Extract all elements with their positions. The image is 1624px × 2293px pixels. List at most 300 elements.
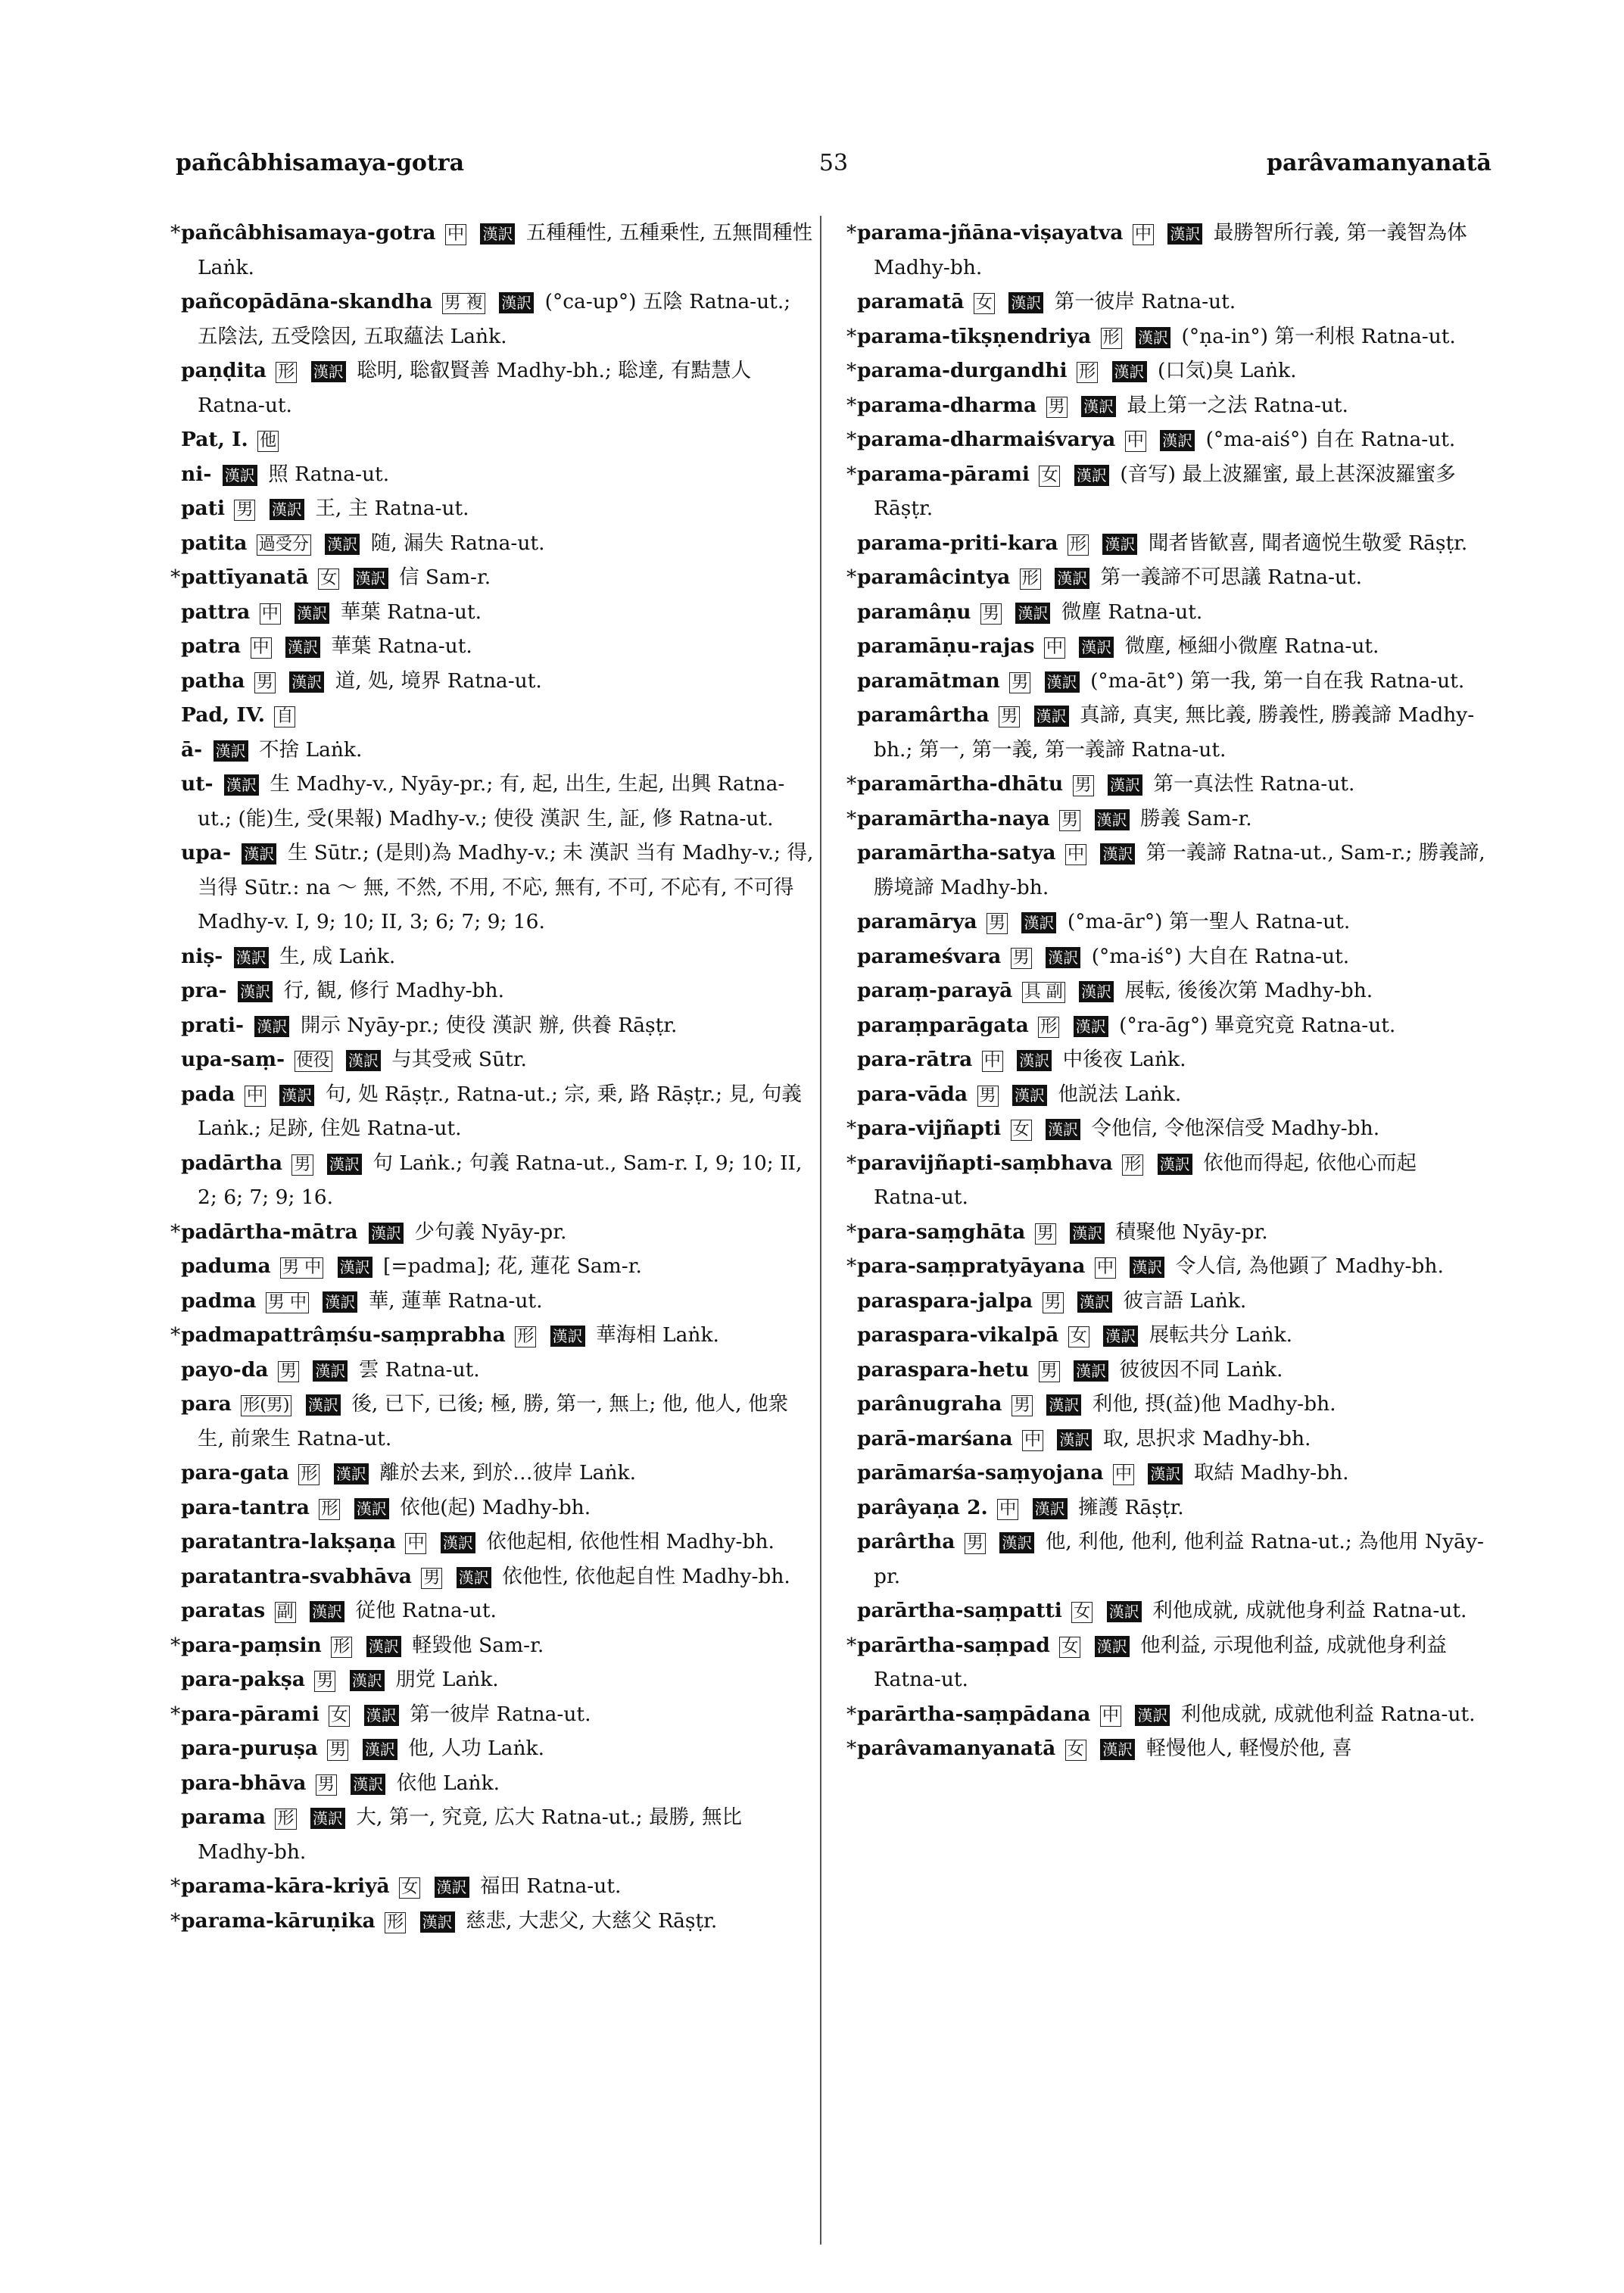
grammar-label: 中 <box>260 603 281 625</box>
entry-star-marker: * <box>846 1254 857 1278</box>
entry-definition: 後, 已下, 已後; 極, 勝, 第一, 無上; 他, 他人, 他衆生, 前衆生 Ratna-ut. <box>198 1392 788 1450</box>
dictionary-entry <box>846 1008 1490 1043</box>
entry-definition: 依他 Laṅk. <box>396 1771 500 1795</box>
grammar-label: 男 複 <box>442 293 485 314</box>
entry-definition: 取, 思択求 Madhy-bh. <box>1102 1426 1311 1450</box>
dictionary-entry <box>170 1697 814 1732</box>
translation-marker: 漢訳 <box>1108 774 1142 796</box>
translation-marker: 漢訳 <box>310 1601 344 1622</box>
entry-definition: 第一真法性 Ratna-ut. <box>1153 772 1355 796</box>
translation-marker: 漢訳 <box>1045 671 1080 693</box>
entry-headword: para <box>181 1392 232 1416</box>
grammar-label: 中 <box>997 1499 1018 1520</box>
dictionary-entry <box>170 1318 814 1353</box>
entry-definition: 令人信, 為他顕了 Madhy-bh. <box>1175 1254 1444 1278</box>
dictionary-entry <box>170 629 814 664</box>
translation-marker: 漢訳 <box>1034 706 1069 727</box>
translation-marker: 漢訳 <box>254 1016 289 1037</box>
entry-headword: para-bhāva <box>181 1771 307 1795</box>
translation-marker: 漢訳 <box>1046 1119 1080 1140</box>
translation-marker: 漢訳 <box>366 1636 401 1657</box>
dictionary-entry <box>846 1697 1490 1732</box>
entry-definition: 擁護 Rāṣṭr. <box>1078 1495 1184 1519</box>
entry-star-marker: * <box>846 1702 857 1726</box>
entry-headword: para-rātra <box>857 1048 973 1071</box>
entry-headword: paraṃ-parayā <box>857 979 1013 1002</box>
translation-marker: 漢訳 <box>295 603 329 624</box>
entry-headword: paramāṇu-rajas <box>857 634 1035 658</box>
page-header <box>176 150 1492 192</box>
entry-headword: parā-marśana <box>857 1426 1013 1450</box>
dictionary-entry <box>846 595 1490 630</box>
dictionary-entry <box>170 1215 814 1250</box>
entry-headword: pañcopādāna-skandha <box>181 290 433 313</box>
running-head-right: parâvamanyanatā <box>1267 150 1492 176</box>
translation-marker: 漢訳 <box>1148 1463 1183 1485</box>
dictionary-entry <box>846 560 1490 595</box>
entry-definition: (°ca-up°) 五陰 Ratna-ut.; 五陰法, 五受陰因, 五取蘊法 Laṅk. <box>198 290 791 348</box>
dictionary-entry <box>170 1559 814 1594</box>
dictionary-entry <box>170 836 814 939</box>
translation-marker: 漢訳 <box>224 774 259 796</box>
dictionary-entry <box>170 1491 814 1525</box>
entry-star-marker: * <box>170 1874 181 1898</box>
entry-headword: para-paṃsin <box>181 1633 322 1657</box>
translation-marker: 漢訳 <box>323 1291 357 1313</box>
entry-headword: para-pārami <box>181 1702 320 1726</box>
entry-headword: Pat, I. <box>181 428 248 451</box>
translation-marker: 漢訳 <box>214 740 248 762</box>
entry-definition: 利他, 摂(益)他 Madhy-bh. <box>1092 1392 1336 1416</box>
translation-marker: 漢訳 <box>1079 981 1114 1002</box>
entry-headword: paduma <box>181 1254 271 1278</box>
dictionary-entry <box>170 595 814 630</box>
grammar-label: 男 <box>254 672 276 693</box>
grammar-label: 形 <box>275 1809 296 1830</box>
entry-headword: pattīyanatā <box>181 565 309 589</box>
entry-headword: parārtha-saṃpādana <box>857 1702 1091 1726</box>
dictionary-entry <box>846 836 1490 905</box>
entry-star-marker: * <box>846 462 857 486</box>
entry-definition: 離於去来, 到於…彼岸 Laṅk. <box>379 1461 636 1485</box>
entry-headword: parârtha <box>857 1530 955 1553</box>
entry-headword: paratantra-lakṣaṇa <box>181 1530 397 1553</box>
entry-headword: paraspara-jalpa <box>857 1288 1033 1313</box>
dictionary-entry <box>170 1525 814 1559</box>
entry-headword: paramārtha-satya <box>857 841 1056 865</box>
dictionary-entry <box>170 1594 814 1628</box>
dictionary-entry <box>170 733 814 768</box>
dictionary-entry <box>170 1249 814 1284</box>
entry-definition: 王, 主 Ratna-ut. <box>315 497 469 520</box>
grammar-label: 男 <box>291 1154 313 1176</box>
entry-star-marker: * <box>846 806 857 830</box>
grammar-label: 中 <box>1044 637 1065 659</box>
entry-definition: 第一義諦 Ratna-ut., Sam-r.; 勝義諦, 勝境諦 Madhy-bh. <box>874 841 1485 899</box>
entry-headword: paraspara-vikalpā <box>857 1323 1059 1347</box>
translation-marker: 漢訳 <box>457 1567 491 1588</box>
entry-headword: parama <box>181 1805 267 1829</box>
translation-marker: 漢訳 <box>480 223 515 245</box>
dictionary-entry <box>170 1008 814 1043</box>
entry-definition: 取結 Madhy-bh. <box>1193 1461 1349 1485</box>
entry-definition: 与其受戒 Sūtr. <box>391 1048 527 1071</box>
grammar-label: 男 <box>278 1361 299 1382</box>
entry-definition: 聡明, 聡叡賢善 Madhy-bh.; 聡達, 有黠慧人 Ratna-ut. <box>198 359 752 417</box>
grammar-label: 中 <box>251 637 272 659</box>
translation-marker: 漢訳 <box>1055 568 1089 589</box>
entry-definition: (°ṇa-in°) 第一利根 Ratna-ut. <box>1181 324 1456 348</box>
entry-definition: 軽慢他人, 軽慢於他, 喜 <box>1146 1737 1352 1760</box>
entry-definition: 大, 第一, 究竟, 広大 Ratna-ut.; 最勝, 無比 Madhy-bh. <box>198 1805 743 1864</box>
dictionary-entry <box>846 1111 1490 1146</box>
translation-marker: 漢訳 <box>270 499 304 520</box>
entry-headword: paramārya <box>857 910 977 933</box>
entry-definition: (°ra-āg°) 畢竟究竟 Ratna-ut. <box>1119 1013 1396 1037</box>
dictionary-entry <box>846 802 1490 837</box>
entry-definition: 従他 Ratna-ut. <box>355 1599 497 1622</box>
entry-star-marker: * <box>846 565 857 589</box>
entry-definition: 生 Sūtr.; (是則)為 Madhy-v.; 未 漢訳 当有 Madhy-v.; 得, 当得 Sūtr.: na ～ 無, 不然, 不用, 不応, 無有, 不可, 不応有, 不可得 Madhy-v. I, 9; 10; II, 3; 6; 7; 9; 16. <box>198 841 814 933</box>
translation-marker: 漢訳 <box>1074 465 1109 486</box>
entry-headword: paravijñapti-saṃbhava <box>857 1151 1113 1175</box>
dictionary-entry <box>170 1353 814 1388</box>
entry-star-marker: * <box>170 1220 181 1244</box>
entry-headword: padārtha-mātra <box>181 1220 358 1244</box>
dictionary-entry <box>846 629 1490 664</box>
translation-marker: 漢訳 <box>242 843 276 865</box>
translation-marker: 漢訳 <box>338 1257 372 1278</box>
entry-definition: 第一彼岸 Ratna-ut. <box>1054 290 1236 313</box>
translation-marker: 漢訳 <box>346 1050 381 1071</box>
entry-definition: 中後夜 Laṅk. <box>1062 1048 1186 1071</box>
dictionary-entry <box>846 905 1490 939</box>
translation-marker: 漢訳 <box>1158 1154 1192 1175</box>
dictionary-entry <box>170 939 814 974</box>
translation-marker: 漢訳 <box>1046 1394 1081 1416</box>
running-head-left: pañcâbhisamaya-gotra <box>176 150 465 176</box>
grammar-label: 形 <box>298 1464 320 1485</box>
translation-marker: 漢訳 <box>350 1670 385 1691</box>
entry-star-marker: * <box>846 428 857 451</box>
grammar-label: 形 <box>1101 328 1122 349</box>
entry-definition: 真諦, 真実, 無比義, 勝義性, 勝義諦 Madhy-bh.; 第一, 第一義, 第一義諦 Ratna-ut. <box>874 703 1475 762</box>
translation-marker: 漢訳 <box>1046 947 1080 968</box>
entry-headword: para-tantra <box>181 1495 310 1519</box>
translation-marker: 漢訳 <box>1012 1085 1047 1106</box>
translation-marker: 漢訳 <box>325 534 360 555</box>
grammar-label: 形 <box>1020 569 1041 590</box>
entry-headword: pattra <box>181 600 251 624</box>
translation-marker: 漢訳 <box>1167 223 1202 245</box>
entry-definition: 微塵, 極細小微塵 Ratna-ut. <box>1124 634 1379 658</box>
entry-headword: parama-kāra-kriyā <box>181 1874 390 1898</box>
translation-marker: 漢訳 <box>1100 843 1135 865</box>
entry-headword: parama-durgandhi <box>857 359 1068 382</box>
entry-definition: 勝義 Sam-r. <box>1140 806 1252 830</box>
entry-star-marker: * <box>170 1908 181 1933</box>
translation-marker: 漢訳 <box>1077 1291 1112 1313</box>
dictionary-entry <box>170 1800 814 1869</box>
grammar-label: 中 <box>1133 224 1154 245</box>
dictionary-entry <box>170 1662 814 1697</box>
entry-star-marker: * <box>170 1633 181 1657</box>
dictionary-entry <box>846 1353 1490 1388</box>
translation-marker: 漢訳 <box>435 1877 469 1898</box>
translation-marker: 漢訳 <box>499 292 534 313</box>
translation-marker: 漢訳 <box>279 1085 314 1106</box>
entry-headword: paṇḍita <box>181 359 267 382</box>
entry-star-marker: * <box>170 1323 181 1347</box>
entry-headword: paramâcintya <box>857 565 1011 589</box>
entry-headword: para-saṃghāta <box>857 1220 1026 1244</box>
translation-marker: 漢訳 <box>1074 1016 1108 1037</box>
entry-star-marker: * <box>846 772 857 796</box>
entry-definition: 他利益, 示現他利益, 成就他身利益 Ratna-ut. <box>874 1633 1447 1691</box>
translation-marker: 漢訳 <box>313 1360 348 1382</box>
translation-marker: 漢訳 <box>334 1463 369 1485</box>
entry-star-marker: * <box>846 324 857 348</box>
dictionary-entry <box>170 1766 814 1801</box>
entry-headword: Pad, IV. <box>181 703 265 727</box>
dictionary-entry <box>846 1525 1490 1594</box>
entry-definition: 生, 成 Laṅk. <box>279 944 396 968</box>
entry-definition: 積聚他 Nyāy-pr. <box>1115 1220 1268 1244</box>
dictionary-entry <box>846 319 1490 354</box>
dictionary-entry <box>846 1215 1490 1250</box>
dictionary-entry <box>846 422 1490 457</box>
grammar-label: 男 中 <box>266 1292 309 1313</box>
grammar-label: 男 <box>1011 1395 1033 1416</box>
grammar-label: 女 <box>1059 1637 1080 1658</box>
grammar-label: 男 <box>977 1086 999 1107</box>
entry-headword: padma <box>181 1288 257 1313</box>
entry-headword: paramâṇu <box>857 600 971 624</box>
translation-marker: 漢訳 <box>1135 1705 1170 1726</box>
dictionary-entry <box>846 1491 1490 1525</box>
translation-marker: 漢訳 <box>1100 1739 1135 1760</box>
entry-headword: ā- <box>181 737 203 762</box>
translation-marker: 漢訳 <box>364 1705 399 1726</box>
entry-headword: prati- <box>181 1013 244 1037</box>
entry-headword: para-vāda <box>857 1082 968 1106</box>
entry-headword: paramatā <box>857 290 965 313</box>
dictionary-entry <box>846 1628 1490 1697</box>
grammar-label: 女 <box>974 293 995 314</box>
dictionary-entry <box>170 1146 814 1215</box>
page-number: 53 <box>818 150 849 176</box>
entry-star-marker: * <box>846 1633 857 1657</box>
translation-marker: 漢訳 <box>1079 637 1114 658</box>
entry-definition: (口気)臭 Laṅk. <box>1157 359 1297 382</box>
dictionary-entry <box>846 526 1490 561</box>
grammar-label: 中 <box>1065 844 1086 865</box>
entry-headword: para-gata <box>181 1461 289 1485</box>
entry-headword: parama-priti-kara <box>857 531 1058 555</box>
entry-headword: pati <box>181 497 226 520</box>
dictionary-entry <box>846 1456 1490 1491</box>
entry-definition: 道, 処, 境界 Ratna-ut. <box>335 668 542 693</box>
dictionary-entry <box>170 1387 814 1456</box>
dictionary-entry <box>846 974 1490 1008</box>
grammar-label: 中 <box>1095 1257 1116 1279</box>
entry-star-marker: * <box>846 1220 857 1244</box>
right-column <box>846 216 1490 1766</box>
grammar-label: 男 <box>1073 775 1094 796</box>
entry-definition: 生 Madhy-v., Nyāy-pr.; 有, 起, 出生, 生起, 出興 Ratna-ut.; (能)生, 受(果報) Madhy-v.; 使役 漢訳 生, 証, 修 Ratna-ut. <box>198 772 785 830</box>
entry-headword: para-pakṣa <box>181 1668 305 1691</box>
grammar-label: 男 <box>980 603 1002 625</box>
translation-marker: 漢訳 <box>420 1911 455 1933</box>
dictionary-entry <box>846 1318 1490 1353</box>
entry-definition: (°ma-aiś°) 自在 Ratna-ut. <box>1205 428 1456 451</box>
entry-headword: parâyaṇa 2. <box>857 1495 988 1519</box>
entry-definition: 華海相 Laṅk. <box>596 1323 719 1347</box>
entry-star-marker: * <box>846 1737 857 1760</box>
entry-definition: 彼言語 Laṅk. <box>1123 1288 1247 1313</box>
dictionary-entry <box>846 1042 1490 1077</box>
dictionary-entry <box>846 664 1490 699</box>
dictionary-entry <box>170 354 814 422</box>
entry-headword: para-puruṣa <box>181 1737 318 1760</box>
dictionary-entry <box>846 457 1490 526</box>
entry-definition: 雲 Ratna-ut. <box>358 1357 480 1382</box>
translation-marker: 漢訳 <box>354 1498 389 1519</box>
entry-definition: 慈悲, 大悲父, 大慈父 Rāṣṭr. <box>466 1908 718 1933</box>
entry-definition: 利他成就, 成就他利益 Ratna-ut. <box>1180 1702 1476 1726</box>
grammar-label: 女 <box>1065 1740 1086 1761</box>
entry-headword: parameśvara <box>857 944 1002 968</box>
entry-headword: parama-dharma <box>857 393 1037 417</box>
entry-star-marker: * <box>170 1702 181 1726</box>
left-column <box>170 216 814 1938</box>
translation-marker: 漢訳 <box>1070 1223 1105 1244</box>
dictionary-entry <box>170 664 814 699</box>
entry-definition: 微塵 Ratna-ut. <box>1061 600 1203 624</box>
dictionary-entry <box>846 216 1490 285</box>
dictionary-entry <box>170 767 814 836</box>
entry-headword: paramārtha-dhātu <box>857 772 1064 796</box>
grammar-label: 中 <box>1022 1430 1043 1451</box>
entry-star-marker: * <box>846 1117 857 1140</box>
entry-definition: 依他起相, 依他性相 Madhy-bh. <box>486 1530 775 1553</box>
entry-definition: 句 Laṅk.; 句義 Ratna-ut., Sam-r. I, 9; 10; II, 2; 6; 7; 9; 16. <box>198 1151 803 1209</box>
grammar-label: 中 <box>445 224 466 245</box>
entry-headword: parânugraha <box>857 1392 1002 1416</box>
dictionary-entry <box>170 285 814 354</box>
translation-marker: 漢訳 <box>1033 1498 1068 1519</box>
entry-headword: parama-dharmaiśvarya <box>857 428 1116 451</box>
column-divider <box>820 216 821 2245</box>
grammar-label: 男 <box>1039 1361 1060 1382</box>
entry-headword: parama-tīkṣṇendriya <box>857 324 1092 348</box>
translation-marker: 漢訳 <box>223 465 257 486</box>
grammar-label: 形(男) <box>241 1395 291 1416</box>
translation-marker: 漢訳 <box>1081 396 1116 417</box>
entry-headword: parārtha-saṃpad <box>857 1633 1050 1657</box>
entry-definition: 展転共分 Laṅk. <box>1149 1323 1293 1347</box>
translation-marker: 漢訳 <box>1103 1326 1138 1347</box>
entry-headword: patita <box>181 531 248 555</box>
grammar-label: 過受分 <box>257 534 311 556</box>
entry-definition: 照 Ratna-ut. <box>268 462 390 486</box>
entry-definition: 朋党 Laṅk. <box>395 1668 499 1691</box>
entry-definition: 最上第一之法 Ratna-ut. <box>1127 393 1348 417</box>
entry-headword: paraspara-hetu <box>857 1357 1030 1382</box>
grammar-label: 男 <box>1009 672 1030 693</box>
dictionary-entry <box>846 767 1490 802</box>
dictionary-entry <box>170 1077 814 1146</box>
entry-definition: [=padma]; 花, 蓮花 Sam-r. <box>383 1254 642 1278</box>
entry-definition: 依他性, 依他起自性 Madhy-bh. <box>502 1564 790 1588</box>
translation-marker: 漢訳 <box>354 568 388 589</box>
entry-headword: parama-pārami <box>857 462 1030 486</box>
entry-definition: 依他而得起, 依他心而起 Ratna-ut. <box>874 1151 1417 1209</box>
grammar-label: 男 <box>999 706 1020 727</box>
entry-headword: paratantra-svabhāva <box>181 1564 412 1588</box>
translation-marker: 漢訳 <box>1136 327 1170 348</box>
entry-definition: 他, 人功 Laṅk. <box>408 1737 544 1760</box>
grammar-label: 自 <box>274 706 295 727</box>
translation-marker: 漢訳 <box>550 1326 585 1347</box>
translation-marker: 漢訳 <box>1021 912 1056 933</box>
grammar-label: 男 <box>1046 397 1068 418</box>
grammar-label: 形 <box>1038 1017 1059 1038</box>
entry-headword: pañcâbhisamaya-gotra <box>181 221 436 245</box>
entry-headword: parārtha-saṃpatti <box>857 1599 1062 1622</box>
entry-definition: 展転, 後後次第 Madhy-bh. <box>1124 979 1373 1002</box>
entry-definition: 少句義 Nyāy-pr. <box>414 1220 567 1244</box>
translation-marker: 漢訳 <box>1095 809 1130 830</box>
grammar-label: 形 <box>319 1499 340 1520</box>
translation-marker: 漢訳 <box>363 1739 397 1760</box>
entry-definition: 華葉 Ratna-ut. <box>340 600 482 624</box>
entry-headword: parama-kāruṇika <box>181 1908 376 1933</box>
entry-definition: (°ma-ār°) 第一聖人 Ratna-ut. <box>1067 910 1351 933</box>
dictionary-entry <box>170 1456 814 1491</box>
entry-definition: 彼彼因不同 Laṅk. <box>1119 1357 1283 1382</box>
grammar-label: 女 <box>399 1877 420 1899</box>
entry-definition: 軽毀他 Sam-r. <box>412 1633 544 1657</box>
dictionary-entry <box>846 698 1490 767</box>
entry-definition: 第一義諦不可思議 Ratna-ut. <box>1100 565 1363 589</box>
dictionary-entry <box>846 388 1490 423</box>
grammar-label: 男 <box>234 500 255 521</box>
grammar-label: 形 <box>331 1637 352 1658</box>
grammar-label: 男 <box>316 1774 337 1796</box>
dictionary-entry <box>846 1422 1490 1456</box>
entry-headword: para-vijñapti <box>857 1117 1002 1140</box>
translation-marker: 漢訳 <box>1160 430 1195 451</box>
grammar-label: 女 <box>318 569 339 590</box>
entry-definition: 依他(起) Madhy-bh. <box>400 1495 591 1519</box>
entry-headword: payo-da <box>181 1357 269 1382</box>
entry-definition: 華葉 Ratna-ut. <box>331 634 472 658</box>
translation-marker: 漢訳 <box>310 1808 345 1829</box>
grammar-label: 男 <box>1043 1292 1064 1313</box>
translation-marker: 漢訳 <box>1057 1429 1092 1450</box>
entry-star-marker: * <box>170 565 181 589</box>
dictionary-entry <box>170 1904 814 1939</box>
entry-star-marker: * <box>846 221 857 245</box>
entry-headword: padārtha <box>181 1151 283 1175</box>
dictionary-entry <box>846 1284 1490 1319</box>
entry-definition: 他説法 Laṅk. <box>1058 1082 1182 1106</box>
entry-headword: upa-saṃ- <box>181 1048 285 1071</box>
translation-marker: 漢訳 <box>1130 1257 1164 1278</box>
translation-marker: 漢訳 <box>441 1532 475 1553</box>
dictionary-entry <box>170 560 814 595</box>
